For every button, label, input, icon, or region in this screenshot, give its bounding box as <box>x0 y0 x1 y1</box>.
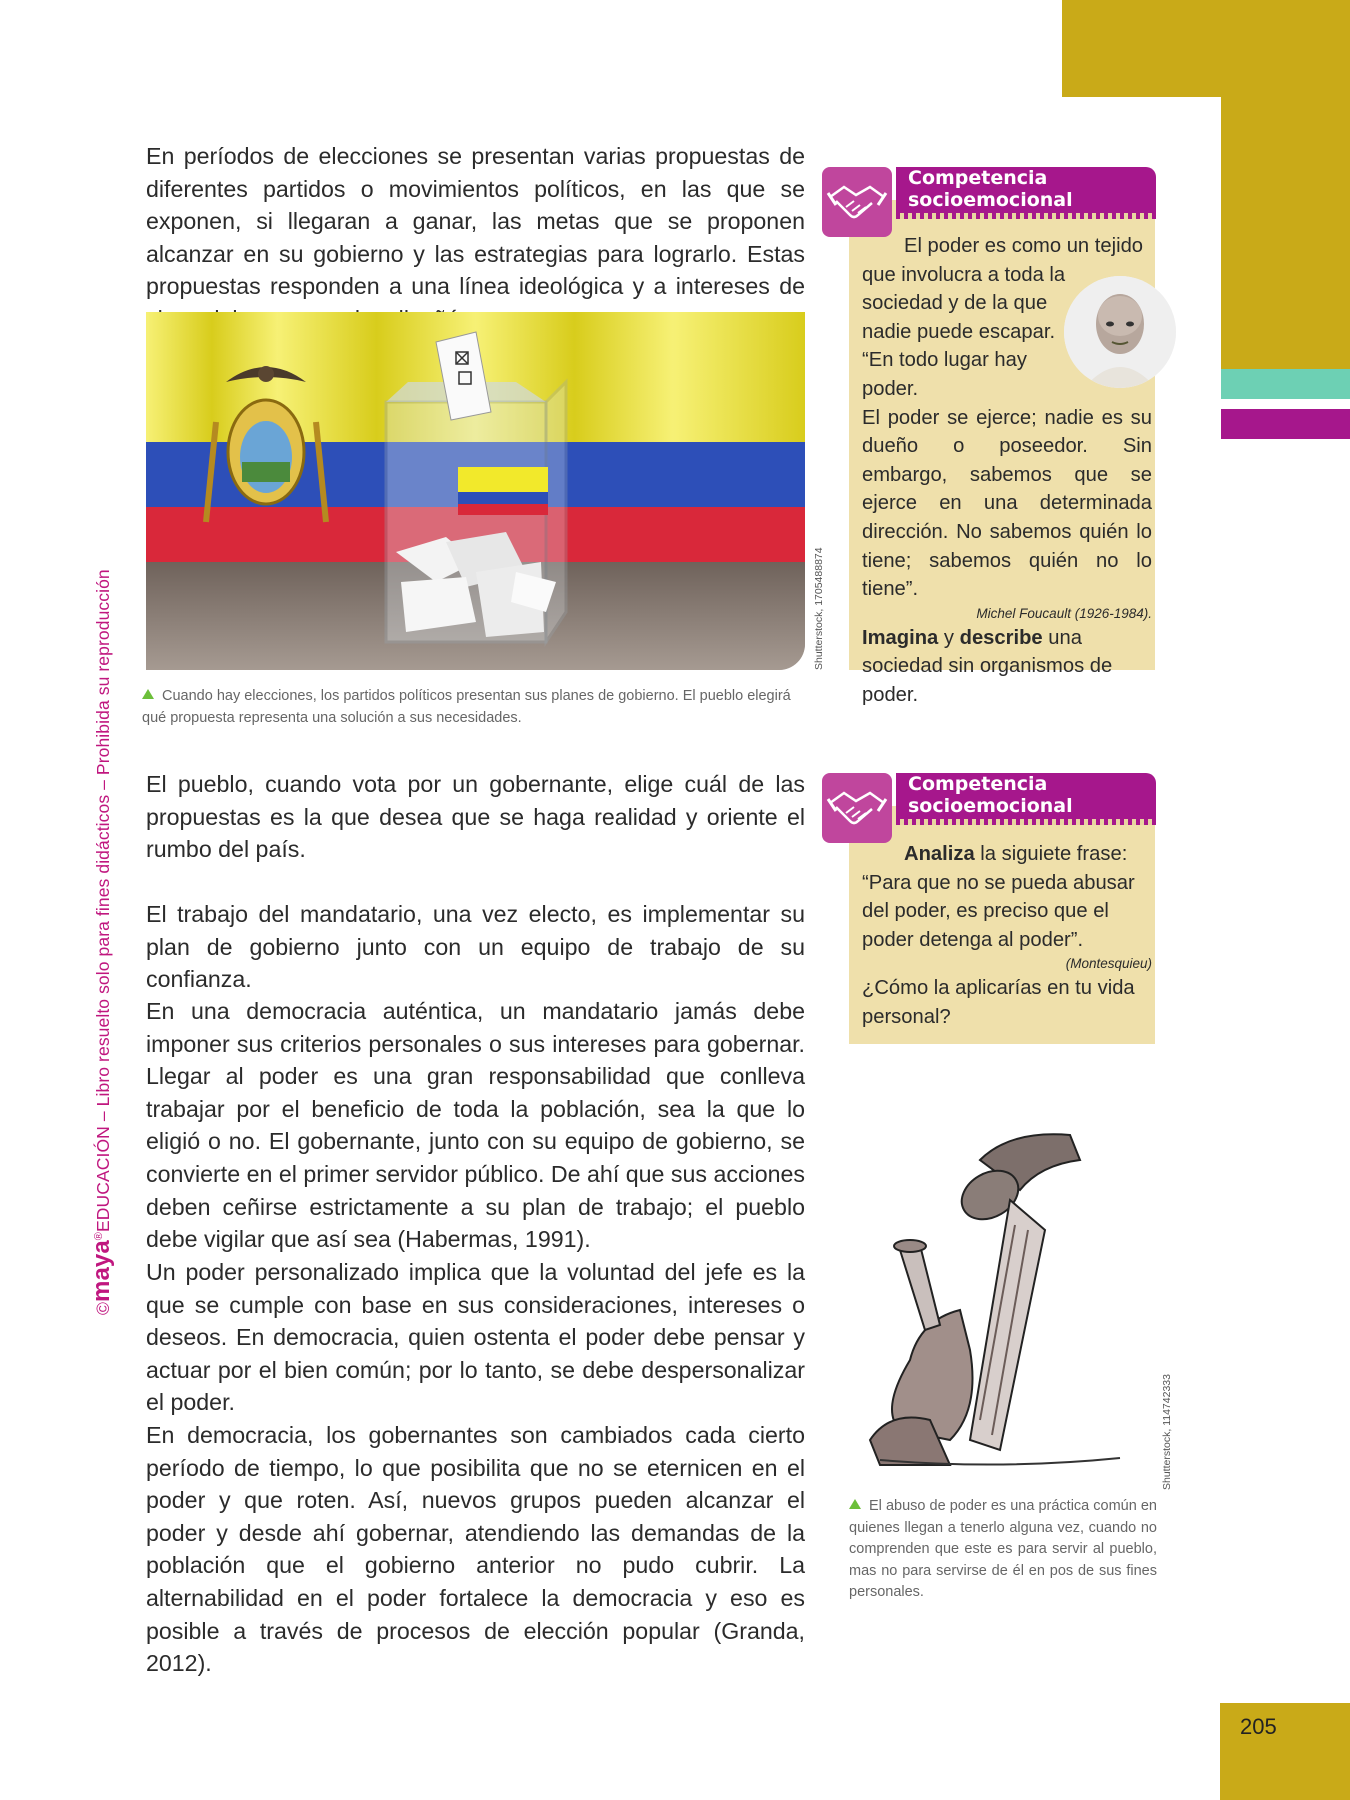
copyright-symbol: © <box>93 1302 113 1315</box>
caption-triangle-icon <box>849 1499 861 1509</box>
teal-tab <box>1221 369 1350 399</box>
montesquieu-author: (Montesquieu) <box>1065 956 1152 972</box>
registered-mark: ® <box>93 1231 106 1241</box>
competencia-zigzag <box>896 213 1156 219</box>
caption-triangle-icon <box>142 689 154 699</box>
montesquieu-box-text <box>862 840 1152 1032</box>
brand-logo-text: maya <box>88 1240 115 1302</box>
photo-caption <box>142 686 808 729</box>
handshake-icon <box>822 773 892 843</box>
paragraph-poder-personalizado: Un poder personalizado implica que la voluntad del jefe es la que se cumple con base en sus consideraciones, intereses o deseos. En democracia, quien ostenta el poder debe pensar y actuar por el bien común; por lo tanto, se debe despersonalizar el poder. <box>146 1259 805 1416</box>
competencia-title-1: Competencia socioemocional <box>908 167 1073 211</box>
paragraph-vote: El pueblo, cuando vota por un gobernante, elige cuál de las propuestas es la que desea que se haga realidad y oriente el rumbo del país. <box>146 771 805 863</box>
competencia-title-2: Competencia socioemocional <box>908 773 1073 817</box>
hammer-illustration <box>860 1120 1150 1485</box>
box2-lead: Analiza la siguiete frase: <box>904 843 1128 865</box>
handshake-icon <box>822 167 892 237</box>
copyright-notice <box>88 569 116 1315</box>
box1-task: Imagina y describe una sociedad sin organismos de poder. <box>862 626 1113 706</box>
paragraph-democracia-autentica: En una democracia auténtica, un mandatario jamás debe imponer sus criterios personales o sus intereses para gobernar. Llegar al poder es una gran responsabilidad que conlleva trabajar por el beneficio de toda la población, sea la que lo eligió o no. El gobernante, junto con su equipo de gobierno, se convierte en el primer servidor público. De ahí que sus acciones deben ceñirse estrictamente a su plan de trabajo; el pueblo debe vigilar que así sea (Habermas, 1991). <box>146 998 805 1253</box>
page-number: 205 <box>1240 1714 1277 1739</box>
competencia-header-2 <box>822 773 1156 823</box>
ballot-box-illustration <box>146 312 805 670</box>
montesquieu-quote: “Para que no se pueda abusar del poder, es preciso que el poder detenga al poder”. <box>862 871 1135 951</box>
paragraph-alternabilidad: En democracia, los gobernantes son cambiados cada cierto período de tiempo, lo que posibilita que no se eternicen en el poder y que roten. Así, nuevos grupos pueden alcanzar el poder y desde ahí gobernar, atendiendo las demandas de la población que el gobierno anterior no pudo cubrir. La alternabilidad en el poder fortalece la democracia y eso es posible a través de procesos de elección popular (Granda, 2012). <box>146 1422 805 1677</box>
competencia-zigzag <box>896 819 1156 825</box>
magenta-tab <box>1221 409 1350 439</box>
competencia-header-1 <box>822 167 1156 217</box>
illustration-caption <box>849 1496 1157 1604</box>
paragraph-mandatario: El trabajo del mandatario, una vez electo, es implementar su plan de gobierno junto con un equipo de trabajo de su confianza. <box>146 901 805 993</box>
illustration-credit: Shutterstock, 114742333 <box>1161 1374 1173 1490</box>
box2-question: ¿Cómo la aplicarías en tu vida personal? <box>862 977 1135 1028</box>
intro-paragraph: En períodos de elecciones se presentan varias propuestas de diferentes partidos o movimientos políticos, en las que se exponen, si llegaran a ganar, las metas que se proponen alcanzar en su gobierno y las estrategias para lograrlo. Estas propuestas responden a una línea ideológica y a intereses de <box>146 143 805 300</box>
gold-corner-band <box>1062 0 1350 97</box>
election-ballot-box-photo <box>146 312 805 670</box>
gold-side-band <box>1221 97 1350 387</box>
copyright-text: EDUCACIÓN – Libro resuelto solo para fines didácticos – Prohibida su reproducción <box>93 569 113 1232</box>
illustration-caption-text: El abuso de poder es una práctica común en quienes llegan a tenerlo alguna vez, cuando no comprenden que este es para servir al pueblo, mas no para servirse de él en pos de sus fines personales. <box>849 1498 1157 1601</box>
photo-credit: Shutterstock, 1705488874 <box>813 547 825 670</box>
photo-caption-text: Cuando hay elecciones, los partidos políticos presentan sus planes de gobierno. El pueblo elegirá qué propuesta representa una solución a sus necesidades. <box>142 688 791 726</box>
foucault-quote: El poder es como un tejido que involucra a toda la sociedad y de la que nadie puede escapar. “En todo lugar hay poder. El poder se ejerce; nadie es su dueño o poseedor. Sin embargo, sabemos que se ejerce en una determinada dirección. No sabemos quién lo tiene; sabemos quién no lo tiene”. Michel Foucault (1926-1984). Imagina y describe una sociedad sin organismos de poder. <box>862 232 1152 710</box>
foucault-author: Michel Foucault (1926-1984). <box>976 605 1152 621</box>
